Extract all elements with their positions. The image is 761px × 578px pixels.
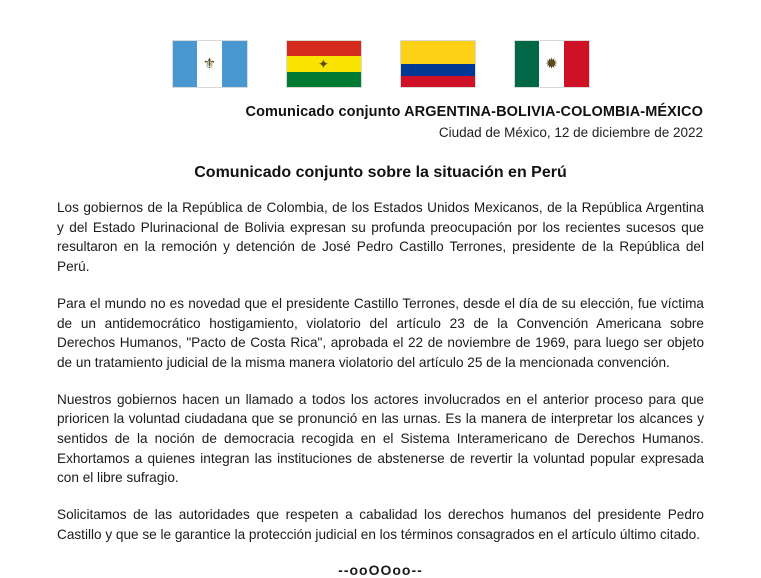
flag-band (287, 72, 361, 87)
document-body (0, 198, 761, 578)
guatemala-emblem-icon: ⚜ (202, 55, 217, 73)
header-block (0, 104, 761, 140)
flag-band (401, 41, 475, 64)
header-date: Ciudad de México, 12 de diciembre de 2022 (438, 125, 703, 140)
page-title: Comunicado conjunto sobre la situación en Perú (194, 164, 567, 181)
flag-band (222, 41, 247, 87)
flag-colombia (400, 40, 476, 88)
header-title-lead: Comunicado conjunto (245, 104, 405, 120)
flag-band (515, 41, 540, 87)
bolivia-emblem-icon: ✦ (318, 56, 329, 72)
paragraph: Solicitamos de las autoridades que respeten a cabalidad los derechos humanos del presidente Pedro Castillo y que se le garantice la protección judicial en los términos consagrados en el artículo último citado. (57, 507, 704, 542)
flag-band (401, 76, 475, 88)
flag-band (401, 64, 475, 76)
closing-ornament: --ooOOoo-- (338, 561, 423, 578)
flags-row (0, 0, 761, 94)
paragraph: Para el mundo no es novedad que el presidente Castillo Terrones, desde el día de su elección, fue víctima de un antidemocrático hostigamiento, violatorio del artículo 23 de la Convención Americana sobre Derechos Humanos, "Pacto de Costa Rica", aprobada el 22 de noviembre de 1969, para luego ser objeto de un tratamiento judicial de la misma manera violatorio del artículo 25 de la mencionada convención. (57, 295, 704, 370)
flag-band (197, 41, 222, 87)
flag-band (287, 41, 361, 56)
flag-band (564, 41, 589, 87)
flag-mexico (514, 40, 590, 88)
flag-band (287, 56, 361, 71)
flag-band (539, 41, 564, 87)
flag-bolivia (286, 40, 362, 88)
flag-guatemala (172, 40, 248, 88)
paragraph: Los gobiernos de la República de Colombia, de los Estados Unidos Mexicanos, de la República Argentina y del Estado Plurinacional de Bolivia expresan su profunda preocupación por los recientes sucesos que resultaron en la remoción y detención de José Pedro Castillo Terrones, presidente de la República del Perú. (57, 200, 704, 275)
header-title (0, 104, 703, 120)
header-title-countries: ARGENTINA-BOLIVIA-COLOMBIA-MÉXICO (404, 104, 703, 120)
flag-band (173, 41, 198, 87)
mexico-emblem-icon: ✹ (545, 55, 558, 73)
paragraph: Nuestros gobiernos hacen un llamado a todos los actores involucrados en el anterior proceso para que prioricen la voluntad ciudadana que se pronunció en las urnas. Es la manera de interpretar los alcances y sentidos de la noción de democracia recogida en el Sistema Interamericano de Derechos Humanos. Exhortamos a quienes integran las instituciones de abstenerse de revertir la voluntad popular expresada con el libre sufragio. (57, 391, 704, 486)
